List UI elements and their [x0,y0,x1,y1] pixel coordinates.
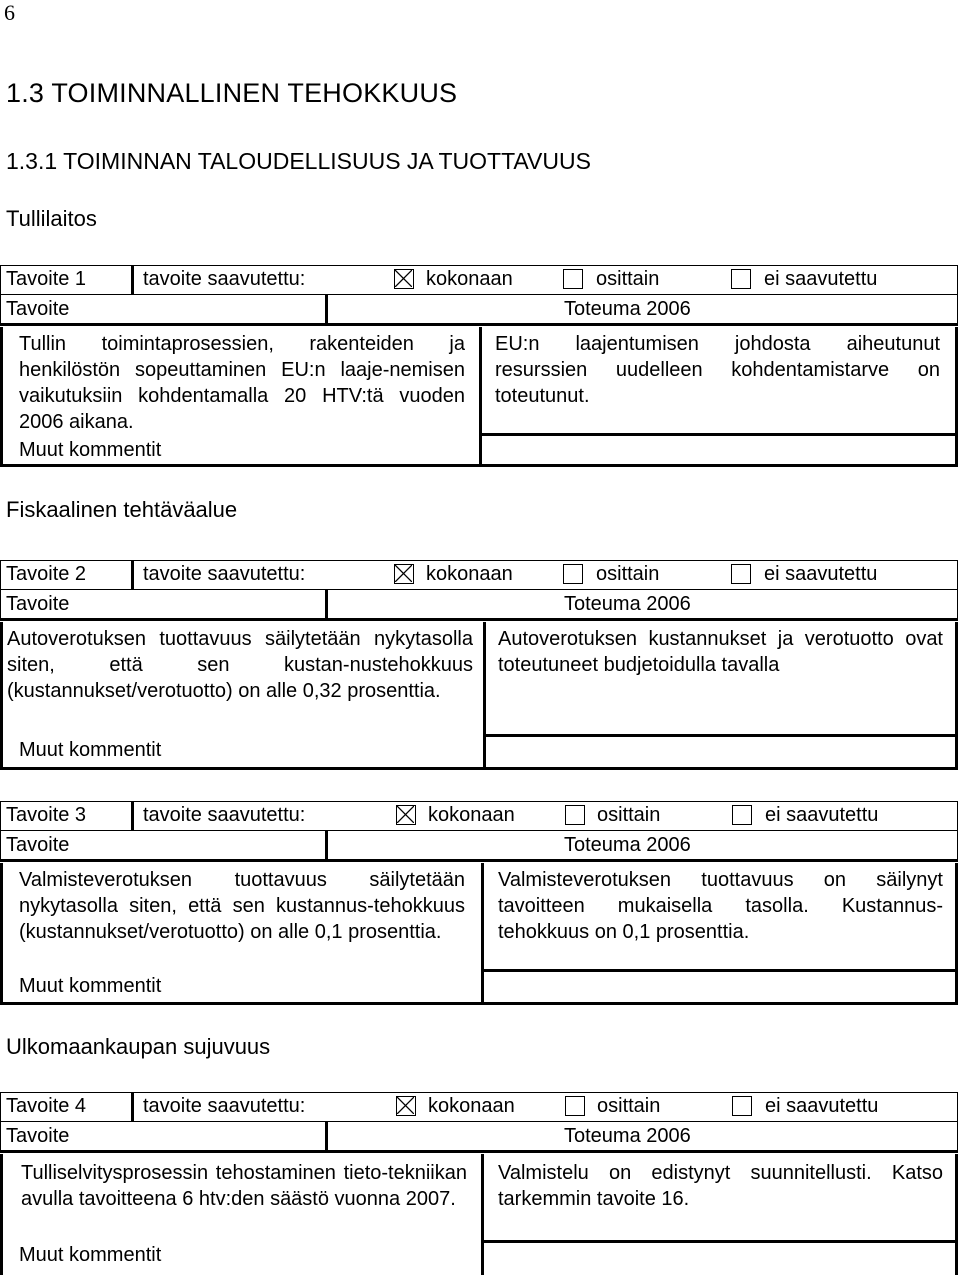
goal-id: Tavoite 2 [6,563,87,585]
goal-text: Tulliselvitysprosessin tehostaminen tieto-tekniikan avulla tavoitteena 6 htv:den säästö vuonna 2007. [21,1162,467,1210]
status-row [0,801,958,831]
page-number: 6 [4,0,15,25]
checkbox-fully-checked[interactable] [394,269,414,289]
status-row [0,265,958,295]
fully-label: kokonaan [428,804,515,826]
partially-label: osittain [597,1095,661,1117]
outcome-header: Toteuma 2006 [564,1125,691,1147]
goal-header: Tavoite [6,834,70,856]
goal-text: Tullin toimintaprosessien, rakenteiden ja henkilöstön sopeuttaminen EU:n laaje-nemisen vaikutuksiin kohdentamalla 20 HTV:tä vuoden 2006 aikana. [19,333,465,433]
goal-id: Tavoite 1 [6,268,87,290]
checkbox-not[interactable] [731,564,751,584]
content-area [0,327,958,467]
section-title-tullilaitos: Tullilaitos [6,206,97,231]
outcome-text: EU:n laajentumisen johdosta aiheutunut resurssien uudelleen kohdentamistarve on toteutunut. [495,333,940,407]
goal-header: Tavoite [6,298,70,320]
fully-label: kokonaan [426,563,513,585]
goal-text: Autoverotuksen tuottavuus säilytetään nykytasolla siten, että sen kustan-nustehokkuus (kustannukset/verotuotto) on alle 0,32 prosenttia. [7,628,473,702]
checkbox-partially[interactable] [565,805,585,825]
not-label: ei saavutettu [764,268,878,290]
achieved-label: tavoite saavutettu: [143,1095,306,1117]
goal-text: Valmisteverotuksen tuottavuus säilytetään nykytasolla siten, että sen kustannus-tehokkuus (kustannukset/verotuotto) on alle 0,1 prosenttia. [19,869,465,943]
content-area [0,622,958,770]
comments-label: Muut kommentit [19,975,162,997]
outcome-header: Toteuma 2006 [564,298,691,320]
goal-id: Tavoite 3 [6,804,87,826]
status-row [0,1092,958,1122]
main-heading: 1.3 TOIMINNALLINEN TEHOKKUUS [6,78,458,108]
achieved-label: tavoite saavutettu: [143,804,306,826]
partially-label: osittain [597,804,661,826]
header-row [0,1121,958,1153]
checkbox-partially[interactable] [563,564,583,584]
checkbox-not[interactable] [732,805,752,825]
checkbox-not[interactable] [731,269,751,289]
header-row [0,294,958,326]
comments-label: Muut kommentit [19,1244,162,1266]
not-label: ei saavutettu [765,804,879,826]
goal-id: Tavoite 4 [6,1095,87,1117]
comments-label: Muut kommentit [19,439,162,461]
section-title-ulkomaankauppa: Ulkomaankaupan sujuvuus [6,1034,271,1059]
section-title-fiskaalinen: Fiskaalinen tehtäväalue [6,497,238,522]
outcome-text: Autoverotuksen kustannukset ja verotuotto ovat toteutuneet budjetoidulla tavalla [498,628,943,676]
checkbox-fully-checked[interactable] [396,1096,416,1116]
header-row [0,589,958,621]
outcome-text: Valmisteverotuksen tuottavuus on säilynyt tavoitteen mukaisella tasolla. Kustannus-tehokkuus on 0,1 prosenttia. [498,869,943,943]
checkbox-not[interactable] [732,1096,752,1116]
not-label: ei saavutettu [765,1095,879,1117]
content-area [0,1154,958,1275]
not-label: ei saavutettu [764,563,878,585]
fully-label: kokonaan [428,1095,515,1117]
achieved-label: tavoite saavutettu: [143,268,306,290]
checkbox-fully-checked[interactable] [396,805,416,825]
sub-heading: 1.3.1 TOIMINNAN TALOUDELLISUUS JA TUOTTAVUUS [6,148,591,174]
comments-label: Muut kommentit [19,739,162,761]
fully-label: kokonaan [426,268,513,290]
checkbox-partially[interactable] [565,1096,585,1116]
header-row [0,830,958,862]
checkbox-fully-checked[interactable] [394,564,414,584]
achieved-label: tavoite saavutettu: [143,563,306,585]
partially-label: osittain [596,268,660,290]
outcome-header: Toteuma 2006 [564,593,691,615]
goal-header: Tavoite [6,1125,70,1147]
goal-header: Tavoite [6,593,70,615]
status-row [0,560,958,590]
outcome-text: Valmistelu on edistynyt suunnitellusti. Katso tarkemmin tavoite 16. [498,1162,943,1210]
partially-label: osittain [596,563,660,585]
content-area [0,863,958,1005]
outcome-header: Toteuma 2006 [564,834,691,856]
checkbox-partially[interactable] [563,269,583,289]
